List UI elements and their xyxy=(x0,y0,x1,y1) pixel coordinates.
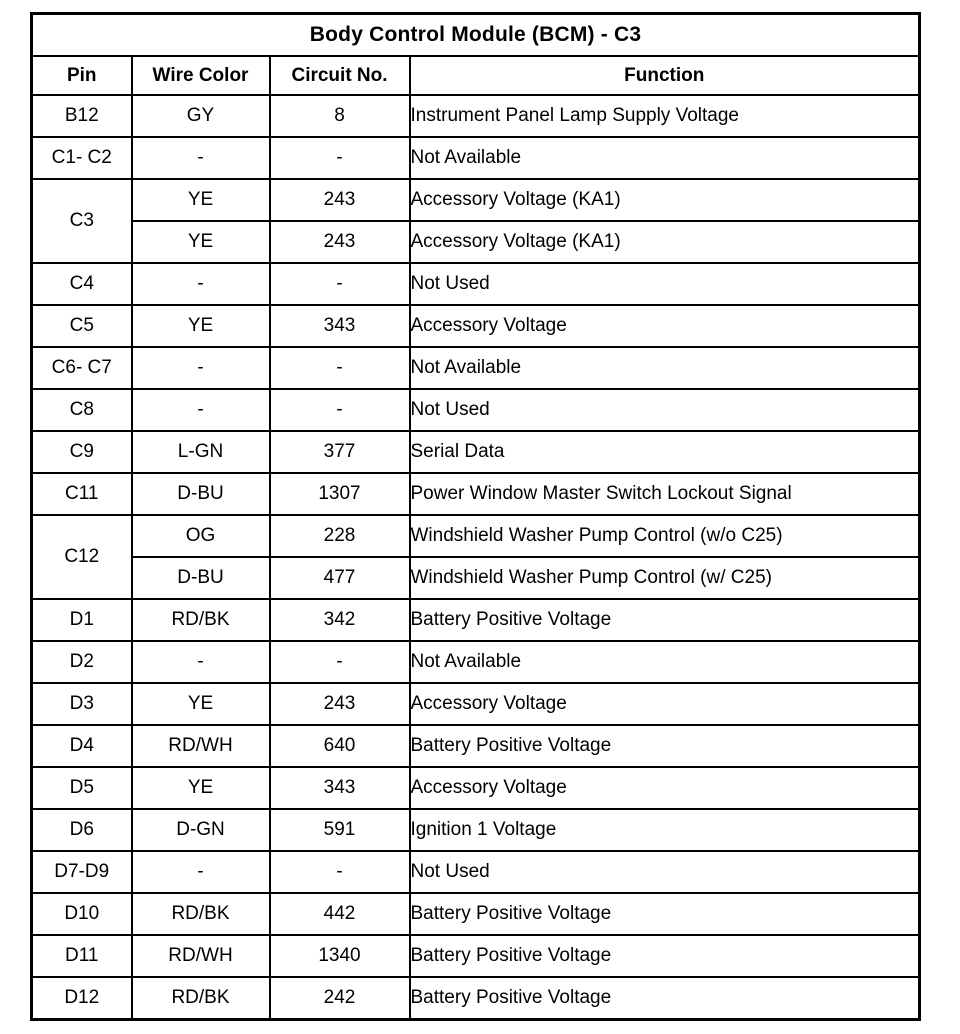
table-row xyxy=(32,599,920,641)
cell-wire-color: - xyxy=(132,347,270,389)
cell-circuit-no: - xyxy=(270,263,410,305)
cell-circuit-no: 591 xyxy=(270,809,410,851)
cell-wire-color: - xyxy=(132,851,270,893)
cell-wire-color: RD/WH xyxy=(132,935,270,977)
cell-circuit-no: 343 xyxy=(270,767,410,809)
column-header-wire-color: Wire Color xyxy=(132,56,270,95)
table-row xyxy=(32,683,920,725)
cell-wire-color: D-BU xyxy=(132,557,270,599)
cell-function: Battery Positive Voltage xyxy=(410,977,920,1020)
cell-wire-color: D-GN xyxy=(132,809,270,851)
cell-function: Not Available xyxy=(410,347,920,389)
cell-wire-color: YE xyxy=(132,179,270,221)
cell-wire-color: - xyxy=(132,137,270,179)
cell-wire-color: RD/BK xyxy=(132,977,270,1020)
cell-function: Accessory Voltage xyxy=(410,683,920,725)
cell-circuit-no: - xyxy=(270,389,410,431)
table-row xyxy=(32,431,920,473)
table-row xyxy=(32,179,920,221)
page-title: Body Control Module (BCM) - C3 xyxy=(32,14,920,57)
cell-function: Battery Positive Voltage xyxy=(410,893,920,935)
table-body xyxy=(32,14,920,1020)
table-row xyxy=(32,851,920,893)
cell-pin: D1 xyxy=(32,599,132,641)
cell-function: Not Available xyxy=(410,641,920,683)
table-row xyxy=(32,221,920,263)
cell-wire-color: YE xyxy=(132,767,270,809)
cell-wire-color: RD/BK xyxy=(132,599,270,641)
table-row xyxy=(32,389,920,431)
cell-pin: C4 xyxy=(32,263,132,305)
cell-circuit-no: 1307 xyxy=(270,473,410,515)
column-header-pin: Pin xyxy=(32,56,132,95)
cell-pin: C11 xyxy=(32,473,132,515)
cell-function: Accessory Voltage (KA1) xyxy=(410,179,920,221)
cell-wire-color: - xyxy=(132,641,270,683)
cell-function: Power Window Master Switch Lockout Signal xyxy=(410,473,920,515)
cell-pin: D3 xyxy=(32,683,132,725)
cell-wire-color: D-BU xyxy=(132,473,270,515)
cell-circuit-no: 8 xyxy=(270,95,410,137)
cell-function: Accessory Voltage xyxy=(410,305,920,347)
table-title-row xyxy=(32,14,920,57)
cell-pin: D7-D9 xyxy=(32,851,132,893)
cell-wire-color: YE xyxy=(132,305,270,347)
table-row xyxy=(32,305,920,347)
cell-circuit-no: 640 xyxy=(270,725,410,767)
cell-circuit-no: 242 xyxy=(270,977,410,1020)
cell-wire-color: - xyxy=(132,263,270,305)
cell-function: Ignition 1 Voltage xyxy=(410,809,920,851)
cell-function: Windshield Washer Pump Control (w/o C25) xyxy=(410,515,920,557)
cell-wire-color: L-GN xyxy=(132,431,270,473)
cell-circuit-no: - xyxy=(270,641,410,683)
cell-function: Battery Positive Voltage xyxy=(410,725,920,767)
cell-pin: D4 xyxy=(32,725,132,767)
cell-pin: D2 xyxy=(32,641,132,683)
cell-pin: C3 xyxy=(32,179,132,263)
cell-circuit-no: 342 xyxy=(270,599,410,641)
cell-pin: D12 xyxy=(32,977,132,1020)
cell-function: Windshield Washer Pump Control (w/ C25) xyxy=(410,557,920,599)
column-header-function: Function xyxy=(410,56,920,95)
cell-pin: C5 xyxy=(32,305,132,347)
cell-circuit-no: 442 xyxy=(270,893,410,935)
table-row xyxy=(32,347,920,389)
cell-pin: B12 xyxy=(32,95,132,137)
cell-circuit-no: 243 xyxy=(270,221,410,263)
table-row xyxy=(32,473,920,515)
table-row xyxy=(32,893,920,935)
cell-circuit-no: 477 xyxy=(270,557,410,599)
cell-circuit-no: - xyxy=(270,851,410,893)
table-row xyxy=(32,557,920,599)
cell-function: Not Used xyxy=(410,389,920,431)
cell-function: Instrument Panel Lamp Supply Voltage xyxy=(410,95,920,137)
cell-pin: C1- C2 xyxy=(32,137,132,179)
table-row xyxy=(32,725,920,767)
cell-function: Battery Positive Voltage xyxy=(410,599,920,641)
bcm-c3-pinout-table xyxy=(30,12,921,1021)
cell-wire-color: RD/WH xyxy=(132,725,270,767)
cell-wire-color: RD/BK xyxy=(132,893,270,935)
table-row xyxy=(32,767,920,809)
table-header-row xyxy=(32,56,920,95)
cell-circuit-no: - xyxy=(270,137,410,179)
cell-function: Accessory Voltage (KA1) xyxy=(410,221,920,263)
cell-function: Accessory Voltage xyxy=(410,767,920,809)
table-row xyxy=(32,515,920,557)
cell-function: Not Available xyxy=(410,137,920,179)
cell-circuit-no: 243 xyxy=(270,683,410,725)
table-row xyxy=(32,263,920,305)
cell-circuit-no: 1340 xyxy=(270,935,410,977)
cell-pin: C8 xyxy=(32,389,132,431)
cell-pin: C12 xyxy=(32,515,132,599)
cell-function: Not Used xyxy=(410,263,920,305)
cell-pin: D11 xyxy=(32,935,132,977)
table-row xyxy=(32,641,920,683)
cell-pin: D6 xyxy=(32,809,132,851)
cell-pin: C9 xyxy=(32,431,132,473)
table-row xyxy=(32,935,920,977)
cell-pin: D10 xyxy=(32,893,132,935)
column-header-circuit-no: Circuit No. xyxy=(270,56,410,95)
cell-wire-color: - xyxy=(132,389,270,431)
cell-pin: D5 xyxy=(32,767,132,809)
cell-circuit-no: 228 xyxy=(270,515,410,557)
cell-wire-color: OG xyxy=(132,515,270,557)
cell-circuit-no: 377 xyxy=(270,431,410,473)
cell-function: Battery Positive Voltage xyxy=(410,935,920,977)
cell-wire-color: YE xyxy=(132,683,270,725)
table-row xyxy=(32,137,920,179)
cell-function: Serial Data xyxy=(410,431,920,473)
table-row xyxy=(32,95,920,137)
cell-wire-color: GY xyxy=(132,95,270,137)
table-row xyxy=(32,977,920,1020)
cell-pin: C6- C7 xyxy=(32,347,132,389)
cell-circuit-no: 343 xyxy=(270,305,410,347)
cell-wire-color: YE xyxy=(132,221,270,263)
cell-circuit-no: 243 xyxy=(270,179,410,221)
cell-function: Not Used xyxy=(410,851,920,893)
cell-circuit-no: - xyxy=(270,347,410,389)
table-row xyxy=(32,809,920,851)
